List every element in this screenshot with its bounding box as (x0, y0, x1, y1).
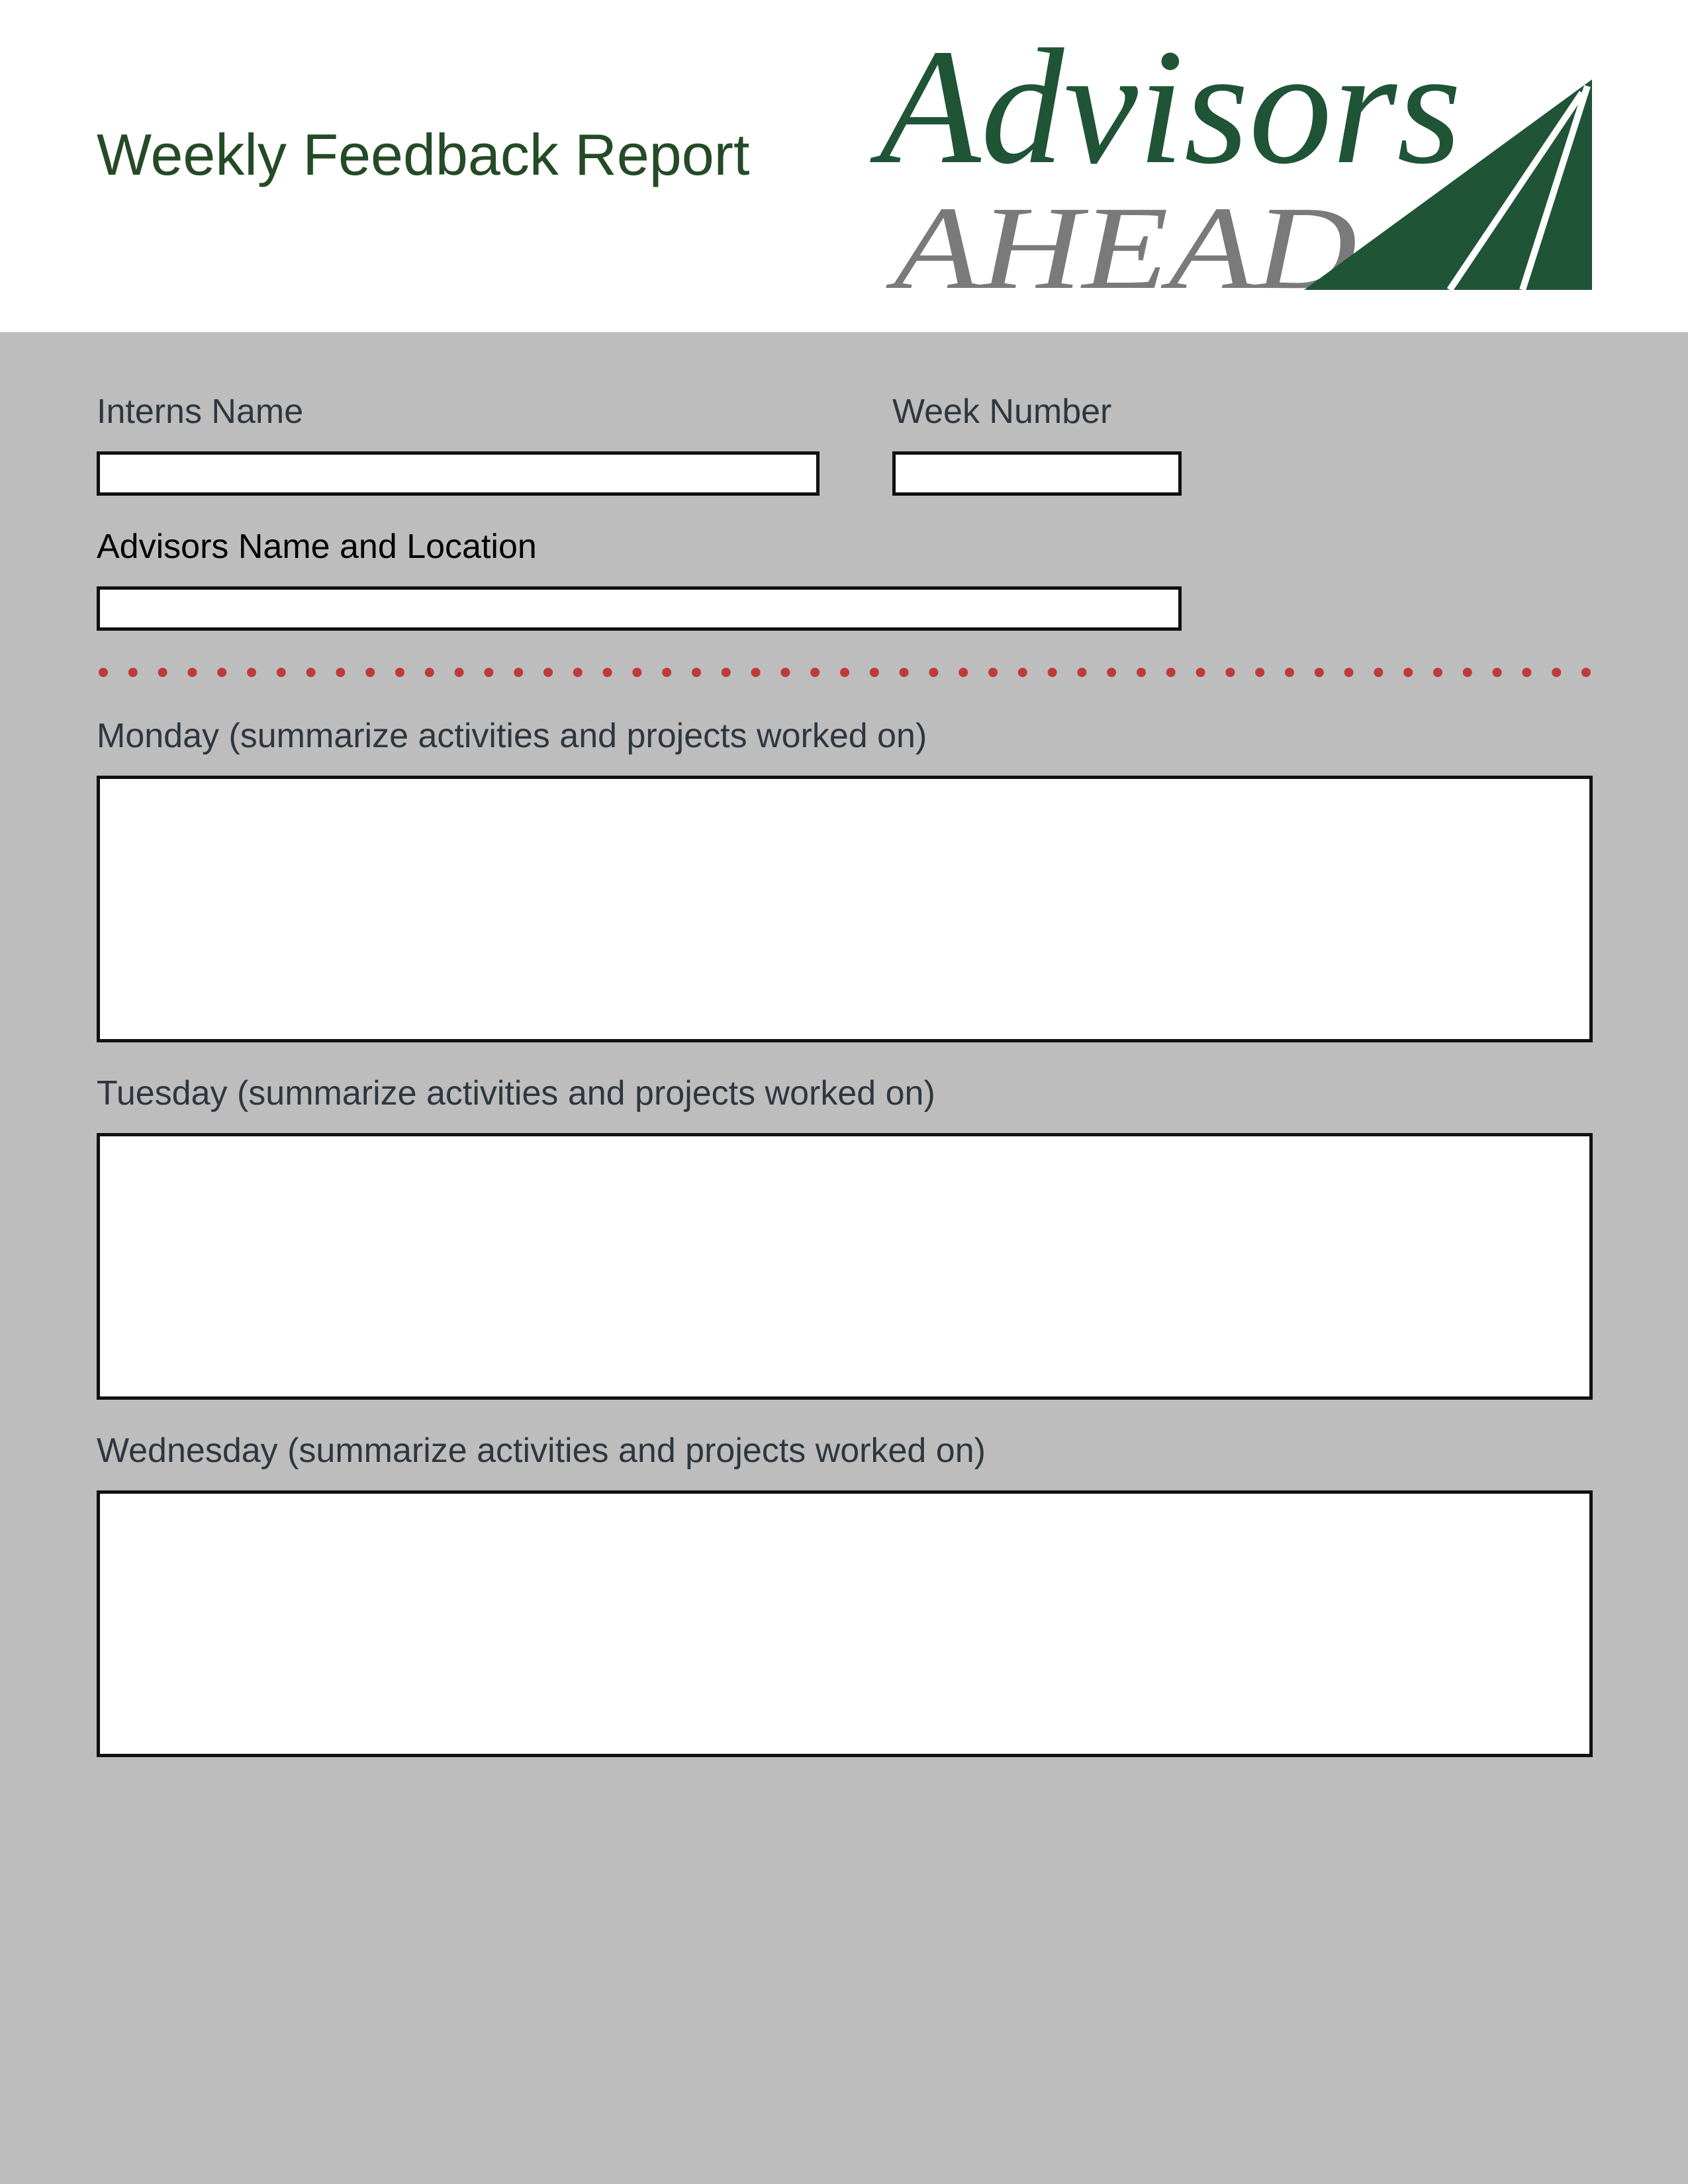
divider-dot (692, 668, 701, 677)
divider-dot (365, 668, 375, 677)
divider-dot (810, 668, 820, 677)
week-number-field[interactable] (892, 451, 1182, 496)
divider-dot (1077, 668, 1086, 677)
divider-dot (900, 668, 909, 677)
divider-dot (722, 668, 731, 677)
divider-dot (514, 668, 523, 677)
divider-dot (1315, 668, 1324, 677)
divider-dot (455, 668, 464, 677)
divider-dot (425, 668, 434, 677)
divider-dot (1048, 668, 1057, 677)
divider-dot (99, 668, 108, 677)
divider-dot (1196, 668, 1205, 677)
divider-dot (632, 668, 641, 677)
divider-dot (1344, 668, 1354, 677)
divider-dot (1522, 668, 1531, 677)
divider-dot (780, 668, 790, 677)
divider-dot (751, 668, 761, 677)
divider-dot (1285, 668, 1294, 677)
monday-label: Monday (summarize activities and projects worked on) (97, 717, 927, 755)
divider-dot (1581, 668, 1591, 677)
divider-dot (1403, 668, 1413, 677)
divider-dot (277, 668, 286, 677)
divider-dot (217, 668, 226, 677)
divider-dot (662, 668, 671, 677)
divider-dot (306, 668, 316, 677)
divider-dot (959, 668, 968, 677)
divider-dot (247, 668, 256, 677)
tuesday-label: Tuesday (summarize activities and projects worked on) (97, 1074, 935, 1113)
advisors-ahead-logo (867, 40, 1592, 291)
divider-dot (336, 668, 345, 677)
divider-dot (187, 668, 197, 677)
divider-dot (1552, 668, 1561, 677)
divider-dot (929, 668, 938, 677)
divider-dot (484, 668, 493, 677)
monday-summary-field[interactable] (97, 776, 1593, 1042)
page-header (0, 0, 1688, 332)
tuesday-summary-field[interactable] (97, 1133, 1593, 1400)
divider-dot (1225, 668, 1235, 677)
week-number-label: Week Number (892, 392, 1112, 431)
divider-dot (1493, 668, 1502, 677)
divider-dot (840, 668, 849, 677)
divider-dot (1166, 668, 1176, 677)
divider-dot (1018, 668, 1027, 677)
logo-text-advisors: Advisors (869, 40, 1462, 199)
divider-dot (1463, 668, 1472, 677)
advisors-name-location-field[interactable] (97, 586, 1182, 631)
wednesday-label: Wednesday (summarize activities and projects worked on) (97, 1432, 986, 1470)
interns-name-field[interactable] (97, 451, 820, 496)
divider-dot (1255, 668, 1264, 677)
page-title: Weekly Feedback Report (97, 122, 750, 187)
divider-dot (543, 668, 553, 677)
divider-dot (158, 668, 167, 677)
divider-dot (573, 668, 583, 677)
divider-dot (603, 668, 612, 677)
divider-dot (1137, 668, 1146, 677)
divider-dot (988, 668, 998, 677)
logo-text-ahead: AHEAD (886, 182, 1357, 291)
divider-dot (870, 668, 879, 677)
dotted-divider (97, 666, 1593, 679)
interns-name-label: Interns Name (97, 392, 304, 431)
advisors-name-location-label: Advisors Name and Location (97, 527, 537, 566)
divider-dot (1433, 668, 1442, 677)
divider-dot (395, 668, 404, 677)
divider-dot (128, 668, 138, 677)
wednesday-summary-field[interactable] (97, 1490, 1593, 1757)
divider-dot (1107, 668, 1116, 677)
divider-dot (1374, 668, 1383, 677)
